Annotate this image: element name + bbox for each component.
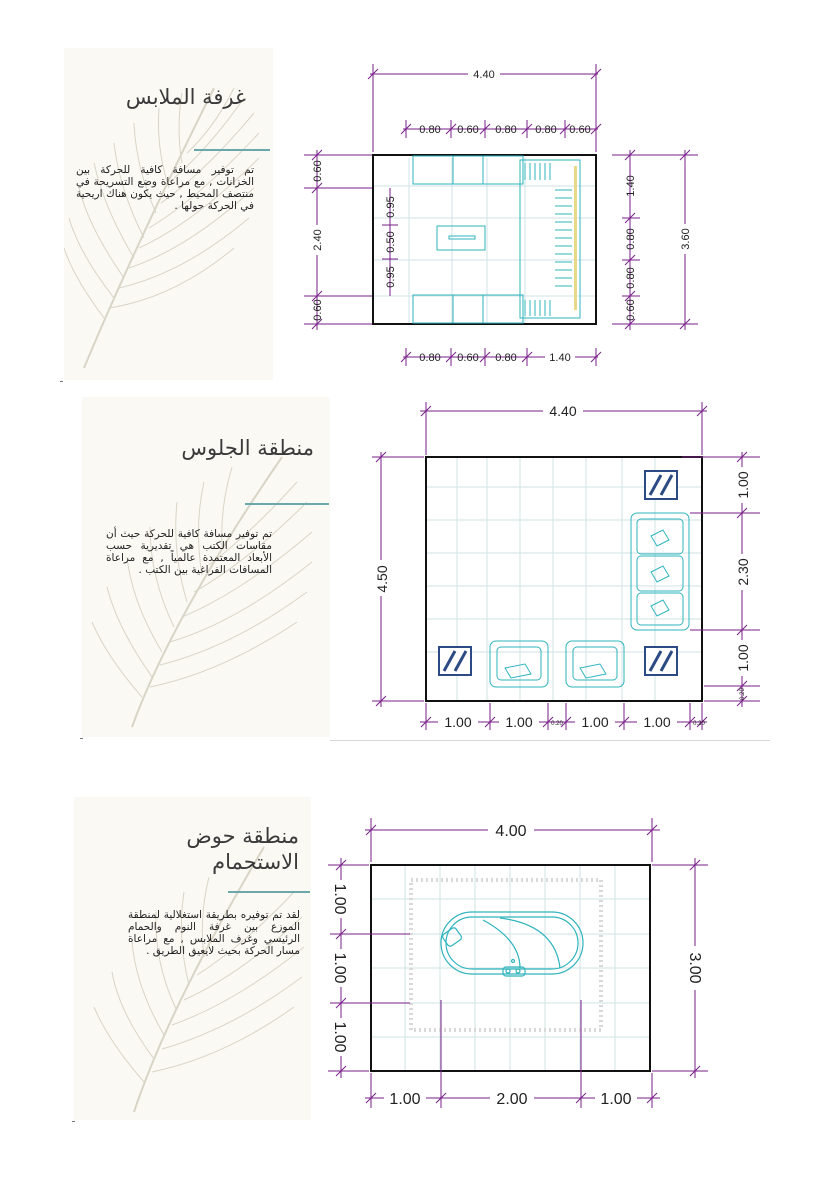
dim-bottom-segment: 1.00: [600, 1091, 632, 1108]
dim-left-inner: 0.50: [385, 231, 397, 253]
dim-bottom-segment: 0.60: [457, 352, 479, 364]
section-3-title-rule: [228, 891, 310, 893]
dim-top-segment: 0.80: [535, 124, 557, 136]
dim-right-total: 3.60: [680, 228, 692, 250]
corner-mark: [80, 738, 83, 739]
section-1-title-rule: [194, 149, 270, 151]
corner-mark: [72, 1121, 75, 1122]
dim-right-total: 3.00: [686, 952, 703, 984]
section-2-floor-plan: [365, 395, 765, 735]
dim-left-segment: 1.00: [331, 1021, 348, 1053]
section-3-text-panel: [74, 797, 311, 1120]
dim-top-segment: 0.60: [569, 124, 591, 136]
dim-left-outer: 2.40: [312, 229, 324, 251]
dim-right-segment: 1.00: [735, 471, 751, 499]
section-1-floor-plan: [300, 55, 720, 385]
section-2-text-panel: [82, 397, 330, 737]
dim-bottom-segment: 1.00: [505, 714, 533, 730]
dim-bottom-segment: 0.80: [419, 352, 441, 364]
dim-left-inner: 0.95: [385, 196, 397, 218]
dim-right-inner: 0.80: [625, 267, 637, 289]
title-line: منطقة الجلوس: [181, 436, 314, 460]
dim-bottom-segment: 1.00: [643, 714, 671, 730]
dim-bottom-segment: 1.00: [444, 714, 472, 730]
dim-bottom-segment: 2.00: [496, 1091, 528, 1108]
dim-bottom-segment: 0.80: [495, 352, 517, 364]
dim-left-inner: 0.95: [385, 266, 397, 288]
title-line: غرفة الملابس: [125, 85, 246, 109]
section-2-description: تم توفير مسافة كافية للحركة حيث أن مقاسات الكتب هي تقديرية حسب الأبعاد المعتمدة عالمياً , مع مراعاة المسافات الفراغية بين الكتب .: [106, 528, 272, 576]
section-3-title: [186, 823, 299, 875]
dim-right-segment: 1.00: [735, 644, 751, 672]
section-separator: [330, 740, 770, 741]
dim-top-total: 4.40: [473, 69, 495, 81]
dim-right-inner: 1.40: [625, 175, 637, 197]
dim-right-inner: 0.60: [625, 299, 637, 321]
dim-right-segment: 0.20: [740, 688, 746, 700]
dim-right-segment: 2.30: [735, 558, 751, 586]
dim-left-total: 4.50: [374, 565, 390, 593]
section-1-text-panel: [64, 48, 273, 380]
corner-mark: [60, 381, 63, 382]
section-3-description: لقد تم توفيره بطريقة استغلالية لمنطقة الموزع بين غرفة النوم والحمام الرئيسي وغرف الملابس , مع مراعاة مسار الحركة بحيث لايعيق الطريق .: [128, 909, 300, 957]
dim-top-segment: 0.60: [457, 124, 479, 136]
dim-bottom-segment: 1.00: [389, 1091, 421, 1108]
dim-left-segment: 1.00: [331, 883, 348, 915]
section-2-title: [181, 435, 314, 461]
dim-left-segment: 1.00: [331, 952, 348, 984]
title-line: منطقة حوض: [186, 824, 299, 848]
dim-left-outer: 0.60: [312, 299, 324, 321]
dim-top-total: 4.00: [495, 823, 527, 840]
section-1-title: [126, 84, 246, 110]
dim-left-outer: 0.60: [312, 160, 324, 182]
title-line: الاستحمام: [212, 850, 299, 874]
dim-bottom-segment: 0.20: [693, 721, 705, 727]
dim-bottom-segment: 1.00: [581, 714, 609, 730]
dim-bottom-segment: 0.20: [551, 721, 563, 727]
section-3-floor-plan: [325, 805, 725, 1120]
dim-bottom-segment: 1.40: [549, 352, 571, 364]
dim-top-total: 4.40: [549, 403, 577, 419]
dim-right-inner: 0.80: [625, 228, 637, 250]
dim-top-segment: 0.80: [495, 124, 517, 136]
section-2-title-rule: [245, 503, 329, 505]
dim-top-segment: 0.80: [419, 124, 441, 136]
section-1-description: تم توفير مسافة كافية للحركة بين الخزانات , مع مراعاة وضع التسريحة في منتصف المحيط , حيث يكون هناك اريحية في الحركة حولها .: [76, 164, 254, 212]
